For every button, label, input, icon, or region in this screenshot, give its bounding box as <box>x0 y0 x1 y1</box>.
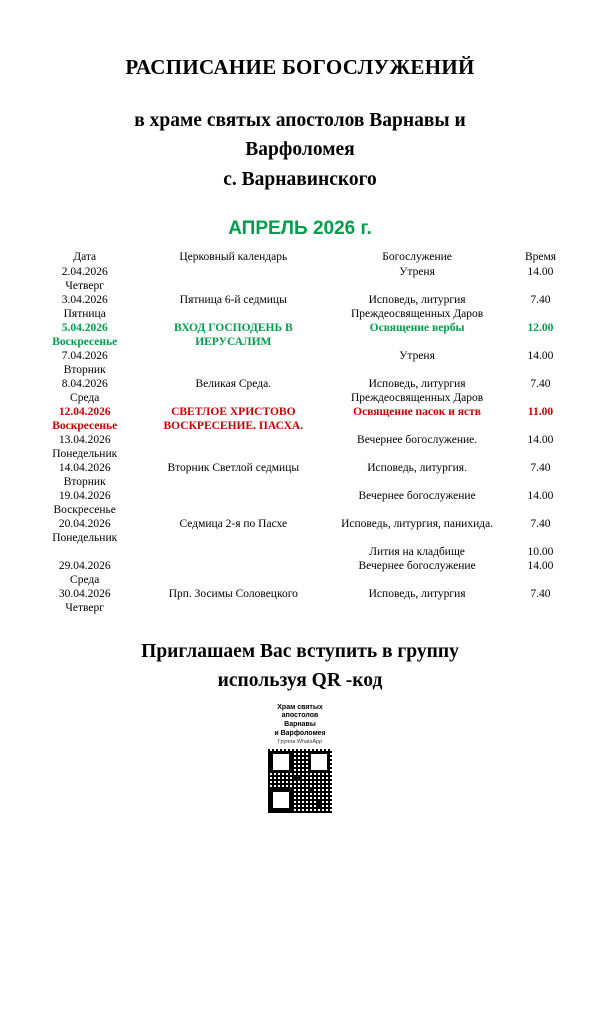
cell-service: Утреня <box>399 349 435 362</box>
qr-caption-line-1: Храм святых <box>277 703 323 711</box>
cell-date <box>28 587 141 615</box>
cell-date <box>28 377 141 405</box>
cell-time: 14.00 <box>527 349 554 362</box>
cell-calendar <box>141 559 325 587</box>
cell-time: 14.00 <box>527 433 554 446</box>
cell-calendar <box>141 433 325 461</box>
cell-date <box>28 321 141 349</box>
cell-weekday-value: Четверг <box>65 602 104 615</box>
column-header-date: Дата <box>73 250 97 263</box>
cell-weekday-value: Вторник <box>63 363 106 376</box>
cell-weekday-value: Четверг <box>65 279 104 292</box>
cell-weekday-value: Понедельник <box>52 532 118 545</box>
table-row <box>28 545 572 559</box>
cell-time: 12.00 <box>527 321 554 334</box>
qr-dot <box>308 787 314 793</box>
cell-date <box>28 517 141 545</box>
table-row <box>28 489 572 517</box>
table-row <box>28 377 572 405</box>
cell-calendar: Великая Среда. <box>195 377 272 390</box>
cell-date <box>28 559 141 587</box>
table-row <box>28 559 572 587</box>
cell-date <box>28 489 141 517</box>
qr-finder-bottom-left <box>270 789 292 811</box>
cell-date-value: 30.04.2026 <box>58 588 111 601</box>
schedule-table-body <box>28 265 572 615</box>
subtitle-line-3: с. Варнавинского <box>223 168 377 190</box>
cell-date-value: 20.04.2026 <box>58 518 111 531</box>
cell-time: 7.40 <box>530 518 551 531</box>
table-row <box>28 587 572 615</box>
cell-date-value: 2.04.2026 <box>61 265 108 278</box>
subtitle-line-2: Варфоломея <box>245 139 355 161</box>
table-row <box>28 405 572 433</box>
cell-date-value: 5.04.2026 <box>61 321 108 334</box>
page-subtitle <box>28 106 572 194</box>
cell-service: Исповедь, литургия. <box>367 461 467 474</box>
subtitle-line-1: в храме святых апостолов Варнавы и <box>134 110 466 131</box>
cell-calendar: Прп. Зосимы Соловецкого <box>168 588 298 601</box>
cell-date-value: 3.04.2026 <box>61 293 108 306</box>
cell-calendar <box>141 265 325 293</box>
cell-time: 14.00 <box>527 560 554 573</box>
table-row <box>28 265 572 293</box>
schedule-table <box>28 250 572 615</box>
cell-service: Освящение вербы <box>369 321 465 334</box>
table-row <box>28 517 572 545</box>
cell-service: Исповедь, литургия Преждеосвященных Даров <box>350 377 484 404</box>
cell-service: Вечернее богослужение. <box>357 433 478 446</box>
table-row <box>28 433 572 461</box>
cell-calendar: Вторник Светлой седмицы <box>167 461 300 474</box>
cell-date-value: 13.04.2026 <box>58 433 111 446</box>
cell-calendar: СВЕТЛОЕ ХРИСТОВО ВОСКРЕСЕНИЕ. ПАСХА. <box>163 405 304 432</box>
cell-service: Утреня <box>399 265 435 278</box>
cell-calendar <box>141 545 325 559</box>
qr-dot <box>316 801 322 807</box>
cell-date-value: 12.04.2026 <box>58 405 111 418</box>
cell-weekday-value: Среда <box>70 574 100 587</box>
cell-date <box>28 349 141 377</box>
cell-service: Исповедь, литургия Преждеосвященных Даров <box>350 293 484 320</box>
cell-calendar: Седмица 2-я по Пасхе <box>179 518 288 531</box>
cell-date-value: 8.04.2026 <box>61 377 108 390</box>
cell-time: 7.40 <box>530 588 551 601</box>
invite-line-1: Приглашаем Вас вступить в группу <box>141 641 459 663</box>
cell-date <box>28 545 141 559</box>
cell-time: 7.40 <box>530 377 551 390</box>
cell-service: Вечернее богослужение <box>358 560 476 573</box>
document-page <box>0 55 600 1021</box>
cell-weekday-value: Воскресенье <box>53 504 116 517</box>
qr-code-icon[interactable] <box>268 749 332 813</box>
table-row <box>28 293 572 321</box>
invite-line-2: используя QR -код <box>217 670 383 692</box>
qr-caption-line-4: и Варфоломея <box>274 729 326 737</box>
cell-weekday-value: Воскресенье <box>52 419 118 432</box>
table-header-row <box>28 250 572 265</box>
qr-caption-line-2: апостолов <box>281 712 319 720</box>
cell-time: 14.00 <box>527 490 554 502</box>
table-row <box>28 321 572 349</box>
cell-time: 7.40 <box>530 461 551 474</box>
cell-date <box>28 405 141 433</box>
qr-caption <box>274 704 325 746</box>
invite-text <box>28 637 572 696</box>
cell-weekday-value: Среда <box>70 391 100 404</box>
cell-service: Освящение пасок и яств <box>353 405 481 418</box>
cell-weekday-value: Пятница <box>63 307 106 320</box>
cell-date-value: 19.04.2026 <box>58 490 111 502</box>
cell-weekday-value: Понедельник <box>52 447 118 460</box>
cell-time: 11.00 <box>527 405 554 418</box>
qr-caption-small: Группа WhatsApp <box>277 738 323 745</box>
cell-date-value: 7.04.2026 <box>61 349 108 362</box>
column-header-time: Время <box>524 250 557 263</box>
cell-service: Вечернее богослужение <box>358 490 476 502</box>
table-row <box>28 349 572 377</box>
cell-time: 10.00 <box>527 546 554 559</box>
cell-time: 14.00 <box>527 265 554 278</box>
cell-date-value: 14.04.2026 <box>58 461 111 474</box>
cell-calendar: ВХОД ГОСПОДЕНЬ В ИЕРУСАЛИМ <box>173 321 293 348</box>
cell-calendar: Пятница 6-й седмицы <box>179 293 287 306</box>
month-heading: АПРЕЛЬ 2026 г. <box>228 217 372 239</box>
table-row <box>28 461 572 489</box>
cell-calendar <box>141 349 325 377</box>
column-header-service: Богослужение <box>382 250 452 263</box>
page-title: РАСПИСАНИЕ БОГОСЛУЖЕНИЙ <box>125 55 475 79</box>
cell-calendar <box>141 489 325 517</box>
cell-service: Лития на кладбище <box>369 546 465 559</box>
cell-weekday-value: Воскресенье <box>52 335 118 348</box>
qr-caption-line-3: Варнавы <box>284 721 316 729</box>
cell-date-value: 29.04.2026 <box>58 560 111 573</box>
column-header-calendar: Церковный календарь <box>179 250 288 263</box>
cell-weekday-value: Вторник <box>63 475 106 488</box>
cell-date <box>28 293 141 321</box>
cell-service: Исповедь, литургия <box>368 588 466 601</box>
qr-block <box>28 704 572 813</box>
cell-service: Исповедь, литургия, панихида. <box>341 518 494 531</box>
cell-time: 7.40 <box>530 293 551 306</box>
cell-date <box>28 433 141 461</box>
cell-date <box>28 461 141 489</box>
cell-date <box>28 265 141 293</box>
qr-dot <box>294 775 300 781</box>
